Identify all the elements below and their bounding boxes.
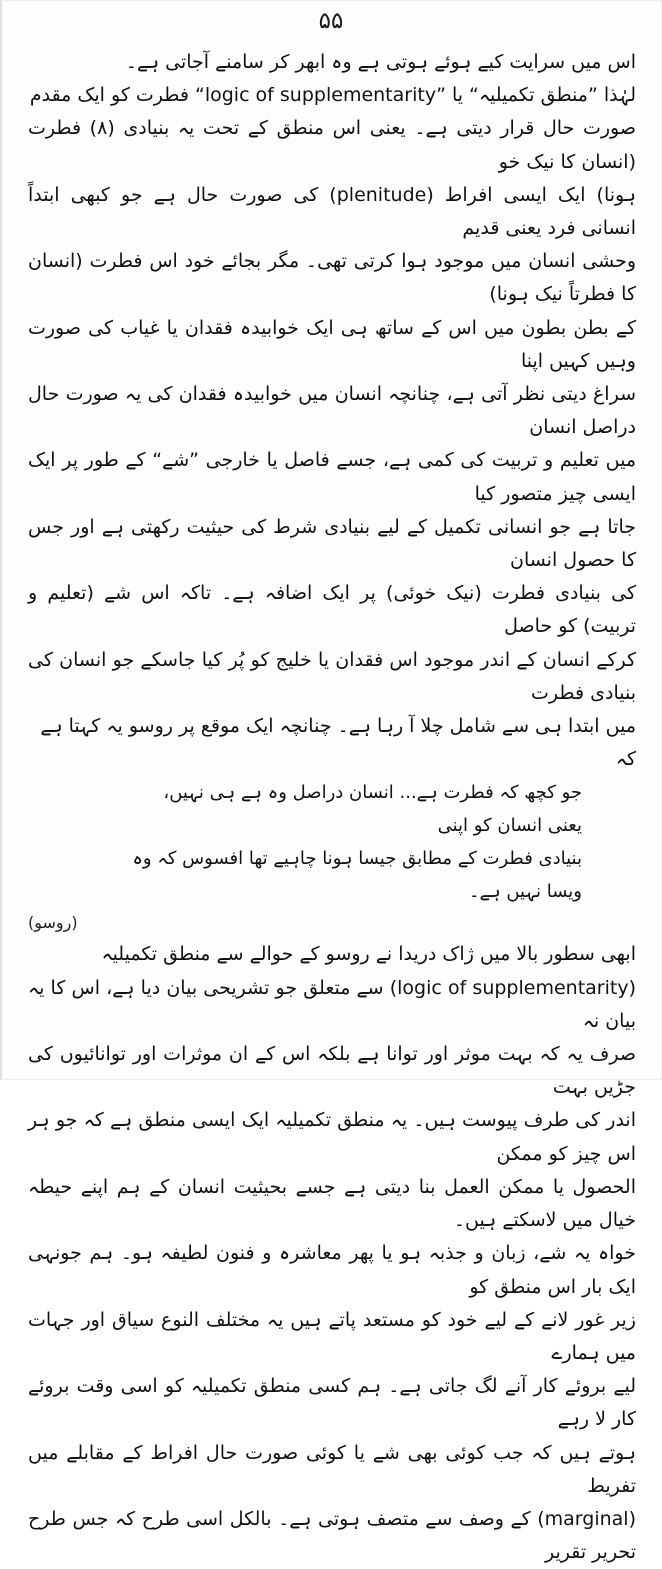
text-line: صرف یہ کہ بہت موثر اور توانا ہے بلکہ اس کے ان موثرات اور توانائیوں کی جڑیں بہت: [28, 1043, 636, 1099]
text-line: وحشی انسان میں موجود ہوا کرتی تھی۔ مگر بجائے خود اس فطرت (انسان کا فطرتاً نیک ہونا): [28, 250, 636, 306]
text-line: میں تعلیم و تربیت کی کمی ہے، جسے فاصل یا خارجی ”شے“ کے طور پر ایک ایسی چیز متصور کیا: [28, 449, 636, 505]
text-line: سراغ دیتی نظر آتی ہے، چنانچہ انسان میں خوابیدہ فقدان کی یہ صورت حال دراصل انسان: [28, 383, 636, 439]
page-body: [28, 46, 637, 1564]
text-line: جاتا ہے جو انسانی تکمیل کے لیے بنیادی شرط کی حیثیت رکھتی ہے اور جس کا حصول انسان: [28, 515, 636, 572]
text-line: (marginal) کے وصف سے متصف ہوتی ہے۔ بالکل اسی طرح کہ جس طرح تحریر تقریر: [28, 1507, 636, 1564]
text-line: کے بطن بطون میں اس کے ساتھ ہی ایک خوابیدہ فقدان یا غیاب کی صورت وہیں کہیں اپنا: [28, 316, 636, 372]
text-line: اندر کی طرف پیوست ہیں۔ یہ منطق تکمیلیہ ایک ایسی منطق ہے کہ جو ہر اس چیز کو ممکن: [28, 1109, 636, 1165]
paragraph-intro: [28, 46, 636, 79]
text-line: اس میں سرایت کیے ہوئے ہوتی ہے وہ ابھر کر سامنے آجاتی ہے۔: [125, 51, 636, 73]
quote-line: جو کچھ کہ فطرت ہے... انسان دراصل وہ ہے ہی نہیں، یعنی انسان کو اپنی: [163, 782, 582, 837]
text-line: زیر غور لانے کے لیے خود کو مستعد پاتے ہیں یہ مختلف النوع سیاق اور جہات میں ہمارے: [28, 1308, 636, 1364]
paragraph-supplementarity: [28, 79, 636, 776]
quote-line: بنیادی فطرت کے مطابق جیسا ہونا چاہیے تھا افسوس کہ وہ ویسا نہیں ہے۔: [132, 848, 582, 903]
text-line: (logic of supplementarity) سے متعلق جو تشریحی بیان دیا ہے، اس کا یہ بیان نہ: [28, 976, 637, 1032]
page-edge-shadow: [0, 0, 3, 1080]
text-line: لیے بروئے کار آنے لگ جاتی ہے۔ ہم کسی منطق تکمیلیہ کو اسی وقت بروئے کار لا رہے: [28, 1375, 636, 1431]
text-line: ابھی سطور بالا میں ژاک دریدا نے روسو کے حوالے سے منطق تکمیلیہ: [101, 943, 636, 966]
text-line: الحصول یا ممکن العمل بنا دیتی ہے جسے بحیثیت انسان کے ہم اپنے حیطہ خیال میں لاسکتے ہیں۔: [28, 1175, 636, 1232]
rousseau-quotation: [124, 776, 582, 908]
paragraph-derrida: [28, 938, 636, 1569]
text-line: ہونا) ایک ایسی افراط (plenitude) کی صورت حال ہے جو کبھی ابتداً انسانی فرد یعنی قدیم: [28, 183, 636, 240]
page-number: ۵۵: [318, 8, 344, 34]
text-line: لہٰذا ”منطق تکمیلیہ“ یا ”logic of supplementarity“ فطرت کو ایک مقدم: [29, 84, 636, 107]
text-line: ہوتے ہیں کہ جب کوئی بھی شے یا کوئی صورت حال افراط کے مقابلے میں تفریط: [28, 1441, 636, 1497]
text-line: میں ابتدا ہی سے شامل چلا آ رہا ہے۔ چنانچہ ایک موقع پر روسو یہ کہتا ہے کہ: [40, 715, 636, 771]
text-line: خواہ یہ شے، زبان و جذبہ ہو یا پھر معاشرہ و فنون لطیفہ ہو۔ ہم جونہی ایک بار اس منطق کو: [28, 1242, 636, 1298]
text-line: کرکے انسان کے اندر موجود اس فقدان یا خلیج کو پُر کیا جاسکے جو انسان کی بنیادی فطرت: [28, 648, 636, 704]
quote-attribution: (روسو): [28, 913, 78, 933]
text-line: کی بنیادی فطرت (نیک خوئی) پر ایک اضافہ ہے۔ تاکہ اس شے (تعلیم و تربیت) کو حاصل: [28, 582, 636, 638]
text-line: صورت حال قرار دیتی ہے۔ یعنی اس منطق کے تحت یہ بنیادی (۸) فطرت (انسان کا نیک خو: [28, 117, 636, 173]
